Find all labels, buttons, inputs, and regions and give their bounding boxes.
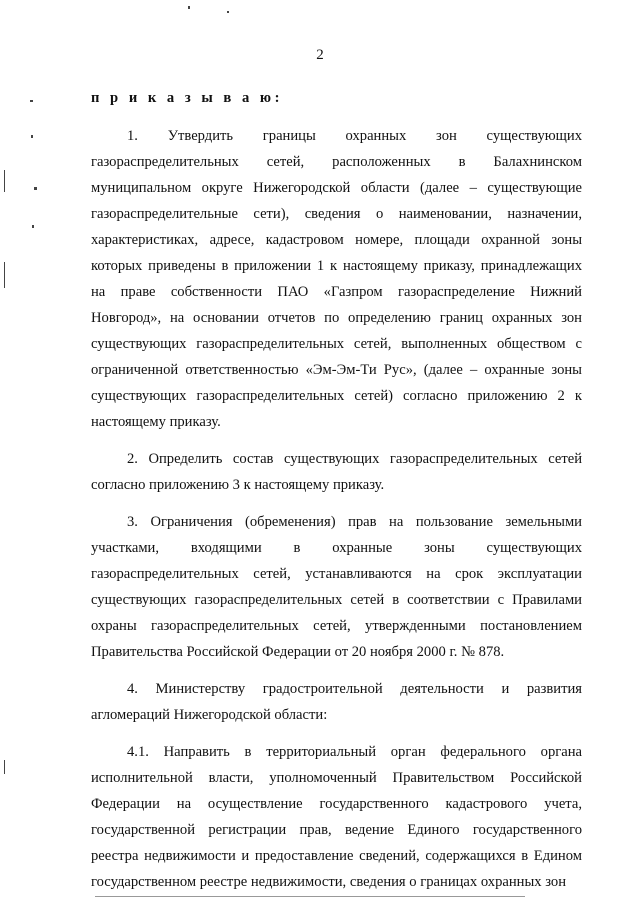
scan-mark [30,100,33,102]
document-body [91,85,582,906]
scan-mark [227,11,229,13]
scan-mark [4,760,5,774]
scan-mark [34,187,37,190]
paragraph-4: 4. Министерству градостроительной деятельности и развития агломераций Нижегородской области: [91,681,582,723]
paragraph-4-1: 4.1. Направить в территориальный орган федерального органа исполнительной власти, уполномоченный Правительством Российской Федерации на осуществление государственного кадастрового учета, государственной регистрации прав, ведение Единого государственного реестра недвижимости и предоставление сведений, содержащихся в Едином государственном реестре недвижимости, сведения о границах охранных зон [91,744,582,890]
paragraph-3: 3. Ограничения (обременения) прав на пользование земельными участками, входящими в охранные зоны существующих газораспределительных сетей, устанавливаются на срок эксплуатации существующих газораспределительных сетей в соответствии с Правилами охраны газораспределительных сетей, утвержденными постановлением Правительства Российской Федерации от 20 ноября 2000 г. № 878. [91,514,582,660]
paragraph-1: 1. Утвердить границы охранных зон существующих газораспределительных сетей, расположенных в Балахнинском муниципальном округе Нижегородской области (далее – существующие газораспределительные сети), сведения о наименовании, назначении, характеристиках, адресе, кадастровом номере, площади охранной зоны которых приведены в приложении 1 к настоящему приказу, принадлежащих на праве собственности ПАО «Газпром газораспределение Нижний Новгород», на основании отчетов по определению границ охранных зон существующих газораспределительных сетей, выполненных обществом с ограниченной ответственностью «Эм-Эм-Ти Рус», (далее – охранные зоны существующих газораспределительных сетей) согласно приложению 2 к настоящему приказу. [91,128,582,430]
scan-mark [31,135,33,138]
order-heading: п р и к а з ы в а ю: [91,90,283,106]
scan-mark [188,6,190,9]
scan-bottom-line [95,896,525,897]
paragraph-2: 2. Определить состав существующих газораспределительных сетей согласно приложению 3 к настоящему приказу. [91,451,582,493]
scan-mark [4,262,5,288]
scan-mark [32,225,34,228]
scan-mark [4,170,5,192]
page-number: 2 [316,47,324,63]
